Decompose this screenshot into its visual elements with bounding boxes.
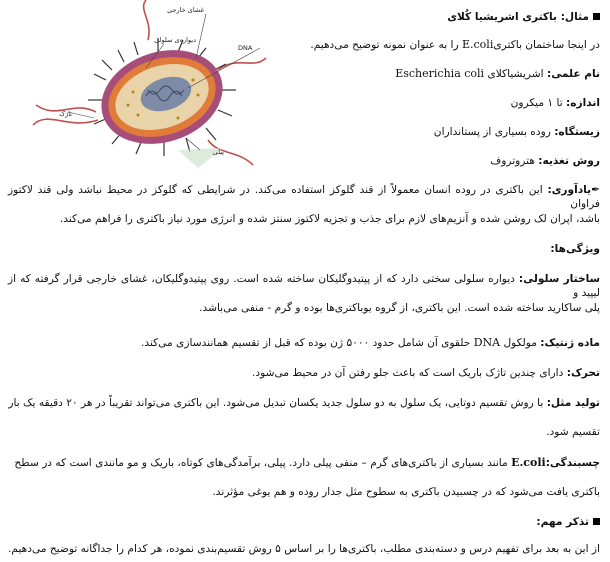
- example-heading: مثال: باکتری اشریشیا کُلای: [447, 10, 600, 24]
- habitat-row: زیستگاه: روده بسیاری از پستانداران: [433, 126, 600, 138]
- pili-label: پیلی: [212, 148, 224, 156]
- flagellum-label: تاژک: [59, 110, 72, 118]
- reproduction-line-2: تقسیم شود.: [546, 426, 600, 438]
- cell-structure-line-1: ساختار سلولی: دیواره سلولی سختی دارد که از پپتیدوگلیکان ساخته شده است. روی پپتیدوگلیکان، غشای خارجی قرار گرفته که از لیپید و: [8, 273, 601, 299]
- important-note-heading: تذکر مهم:: [536, 515, 600, 529]
- important-note-line-1: از این به بعد برای تفهیم درس و دسته‌بندی مطلب، باکتری‌ها را بر اساس ۵ روش تقسیم‌بندی نموده، هر کدام را جداگانه توضیح می‌دهیم.: [8, 543, 600, 555]
- cell-wall-label: دیواره‌ی سلولی: [154, 36, 196, 44]
- reminder-line-2: باشد، اپران لک روشن شده و آنزیم‌های لازم برای جذب و تجزیه لاکتوز سنتز شده و انرژی مورد نیاز باکتری را فراهم می‌کند.: [59, 213, 600, 225]
- example-intro: در اینجا ساختمان باکتریE.coli را به عنوان نمونه توضیح می‌دهیم.: [310, 38, 600, 51]
- adhesion-line-2: باکتری یافت می‌شود که در چسبیدن باکتری به سطوح مثل جدار روده و هم یوغی مؤثرند.: [212, 486, 600, 498]
- motility-row: تحرک: دارای چندین تاژک باریک است که باعث جلو رفتن آن در محیط می‌شود.: [252, 367, 600, 379]
- dna-label: DNA: [238, 44, 253, 52]
- bacterium-illustration: [28, 0, 268, 172]
- cell-structure-line-2: پلی ساکارید ساخته شده است. این باکتری، از گروه یوباکتری‌ها بوده و گرم - منفی می‌باشد.: [199, 302, 600, 314]
- outer-membrane-label: غشای خارجی: [167, 6, 204, 14]
- features-heading: ویژگی‌ها:: [550, 243, 600, 255]
- square-bullet-icon: [593, 13, 600, 20]
- reminder-line-1: ✒یادآوری: این باکتری در روده انسان معمولاً از قند گلوکز استفاده می‌کند. در شرایطی که گلوکز در محیط نباشد ولی قند لاکتوز فراوان: [8, 184, 600, 210]
- adhesion-line-1: چسبندگی:E.coli مانند بسیاری از باکتری‌های گرم – منفی پیلی دارد. پیلی، برآمدگی‌های کوتاه، باریک و مو مانندی است که در سطح: [14, 456, 600, 469]
- quill-pen-icon: ✒: [591, 184, 600, 196]
- size-row: اندازه: تا ۱ میکرون: [510, 97, 600, 109]
- genetic-material-row: ماده ژنتیک: مولکول DNA حلقوی آن شامل حدود ۵۰۰۰ ژن بوده که قبل از تقسیم همانندسازی می‌کند.: [141, 336, 600, 349]
- square-bullet-icon: [593, 518, 600, 525]
- reproduction-line-1: تولید مثل: با روش تقسیم دوتایی، یک سلول به دو سلول جدید یکسان تبدیل می‌شود. این باکتری می‌تواند تقریباً در هر ۲۰ دقیقه یک بار: [8, 397, 600, 409]
- nutrition-row: روش تغذیه: هتروتروف: [490, 155, 600, 167]
- ecoli-diagram: [28, 0, 268, 172]
- scientific-name: نام علمی: اشریشیاکلای Escherichia coli: [395, 67, 600, 80]
